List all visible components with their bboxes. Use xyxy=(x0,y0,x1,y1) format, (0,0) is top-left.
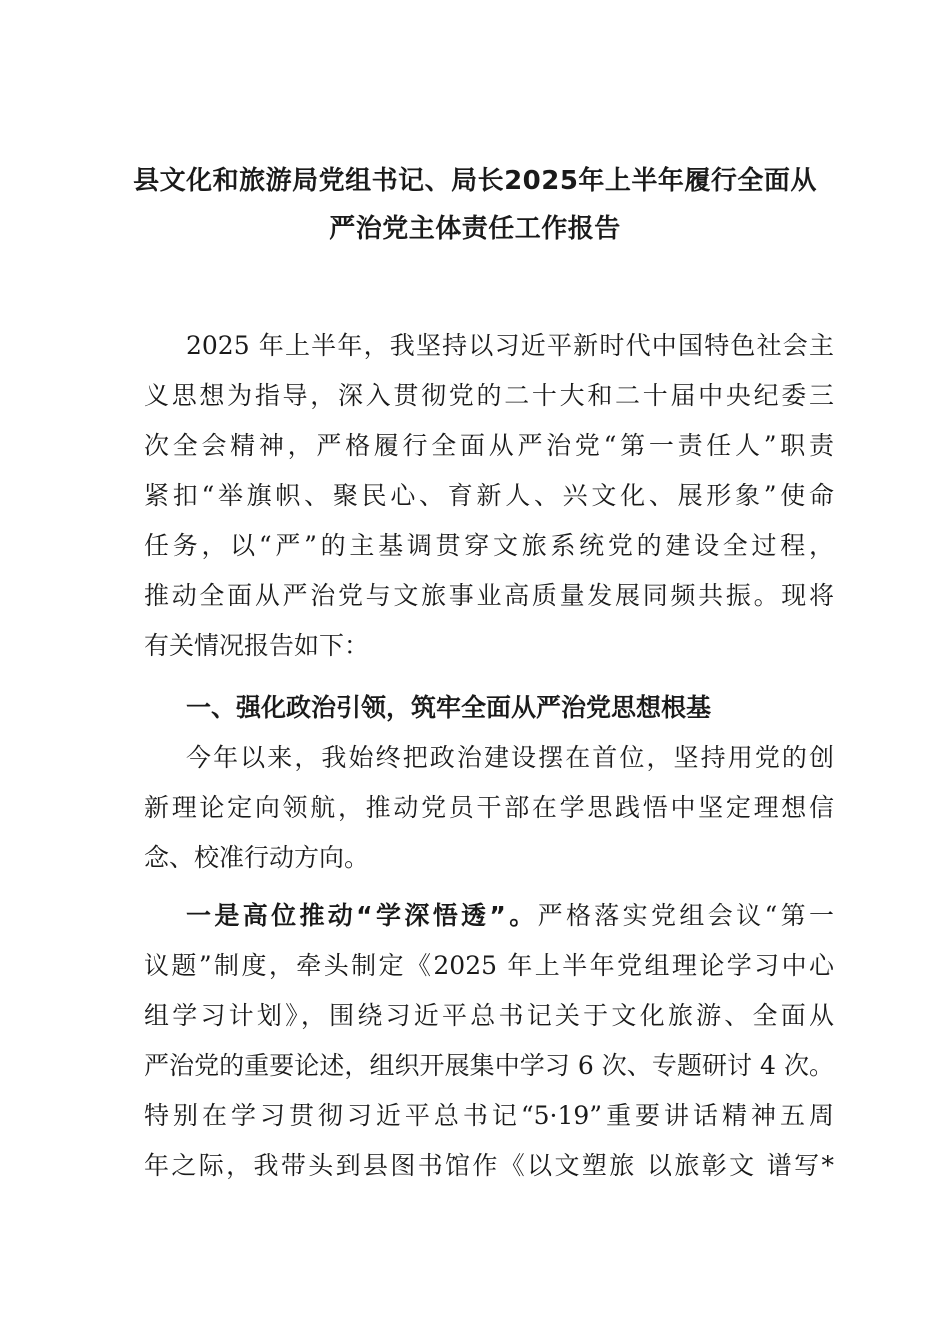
item-para-line: 议题”制度，牵头制定《2025 年上半年党组理论学习中心 xyxy=(144,951,834,980)
intro-line: 次全会精神，严格履行全面从严治党“第一责任人”职责 xyxy=(144,431,834,460)
document-title-line-2: 严治党主体责任工作报告 xyxy=(329,214,621,244)
item-lead: 一是高位推动“学深悟透”。 xyxy=(186,901,538,930)
item-para-line: 严治党的重要论述，组织开展集中学习 6 次、专题研讨 4 次。 xyxy=(144,1051,834,1080)
item-para-line: 组学习计划》，围绕习近平总书记关于文化旅游、全面从 xyxy=(144,1001,834,1030)
intro-line: 推动全面从严治党与文旅事业高质量发展同频共振。现将 xyxy=(144,581,834,610)
document-title-line-1: 县文化和旅游局党组书记、局长2025年上半年履行全面从 xyxy=(133,166,817,196)
item-para-first-line xyxy=(186,903,834,928)
section-heading: 一、强化政治引领，筑牢全面从严治党思想根基 xyxy=(186,693,712,722)
section-para-line: 今年以来，我始终把政治建设摆在首位，坚持用党的创 xyxy=(186,743,834,772)
section-para-line: 新理论定向领航，推动党员干部在学思践悟中坚定理想信 xyxy=(144,793,834,822)
intro-line: 有关情况报告如下： xyxy=(144,631,370,660)
intro-line: 紧扣“举旗帜、聚民心、育新人、兴文化、展形象”使命 xyxy=(144,481,834,510)
intro-line: 2025 年上半年，我坚持以习近平新时代中国特色社会主 xyxy=(186,331,834,360)
item-para-line: 年之际，我带头到县图书馆作《以文塑旅 以旅彰文 谱写* xyxy=(144,1151,834,1180)
section-para-line: 念、校准行动方向。 xyxy=(144,843,370,872)
item-para-line: 特别在学习贯彻习近平总书记“5·19”重要讲话精神五周 xyxy=(144,1101,834,1130)
item-text: 严格落实党组会议“第一 xyxy=(537,901,834,930)
intro-line: 任务，以“严”的主基调贯穿文旅系统党的建设全过程， xyxy=(144,531,834,560)
intro-line: 义思想为指导，深入贯彻党的二十大和二十届中央纪委三 xyxy=(144,381,834,410)
